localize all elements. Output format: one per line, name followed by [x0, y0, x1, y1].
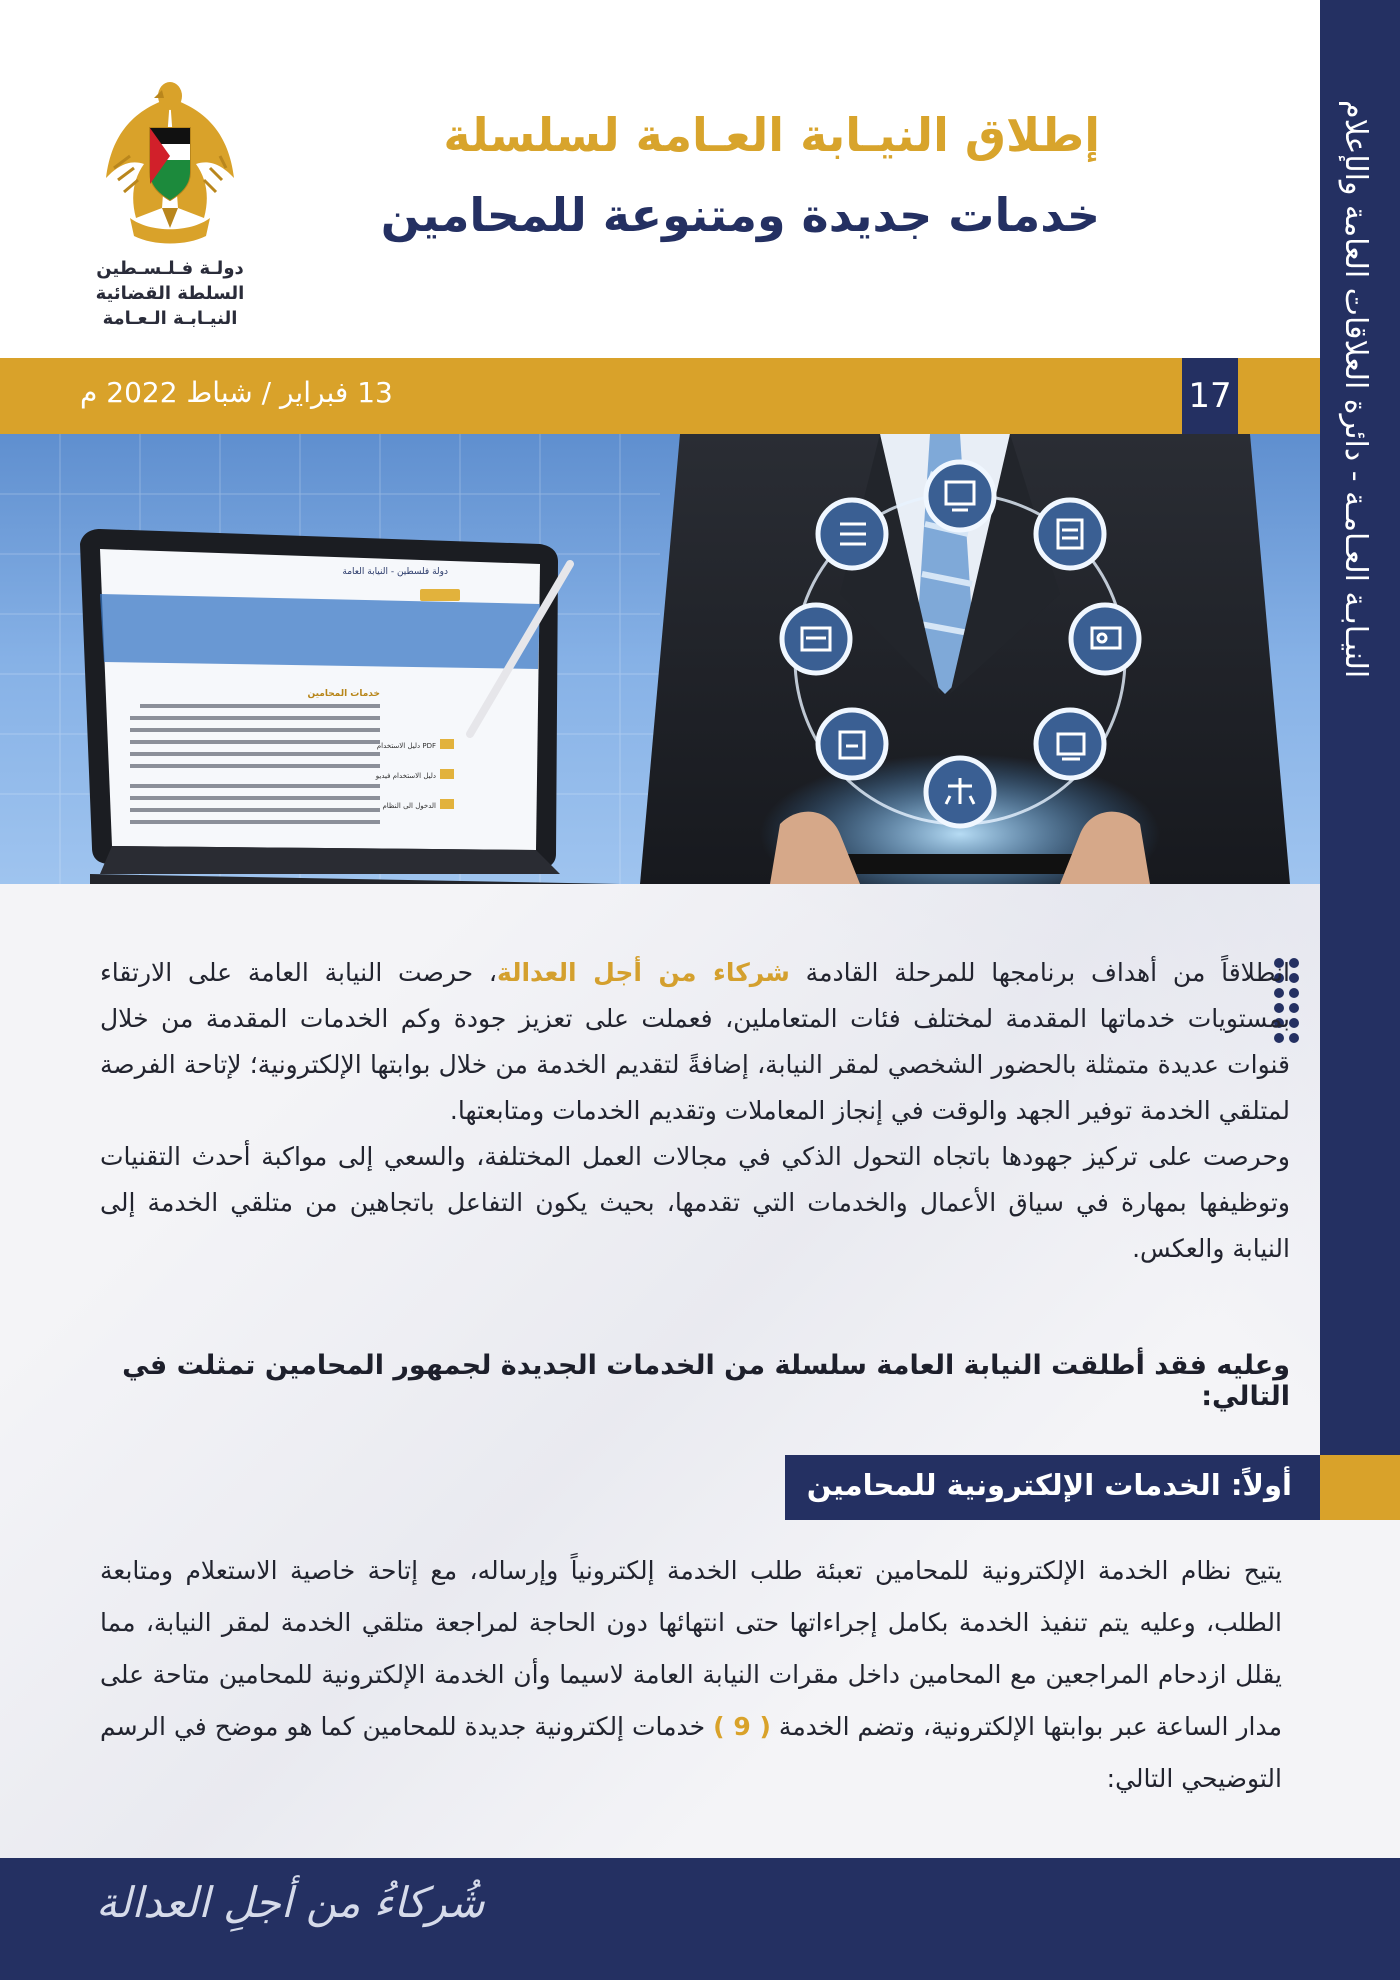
device-site-title: دولة فلسطين - النيابة العامة — [342, 567, 448, 577]
intro-paragraph-1 — [100, 950, 1290, 1134]
organization-name — [82, 256, 258, 331]
footer — [0, 1858, 1400, 1980]
device-menu-1: دليل الاستخدام PDF — [376, 742, 436, 750]
intro-part-2: ، حرصت النيابة العامة على الارتقاء بمستويات خدماتها المقدمة لمختلف فئات المتعاملين، فعملت على تعزيز جودة وكم الخدمات المقدمة من خلال قنوات عديدة متمثلة بالحضور الشخصي لمقر النيابة، إضافةً لتقديم الخدمة من خلال بوابتها الإلكترونية؛ لإتاحة الفرصة لمتلقي الخدمة توفير الجهد والوقت في إنجاز المعاملات وتقديم الخدمات ومتابعتها. — [100, 958, 1290, 1125]
org-line-judiciary: السلطة القضائية — [95, 283, 245, 304]
section-1-text — [100, 1545, 1282, 1805]
section-1-part-2: خدمات إلكترونية جديدة للمحامين كما هو موضح في الرسم التوضيحي التالي: — [100, 1712, 1282, 1793]
side-band-text: النيـابـة العـامـة - دائرة العلاقات العامة والإعلام — [1338, 100, 1373, 679]
side-band — [1320, 0, 1400, 1460]
header — [0, 0, 1320, 358]
org-line-prosecution: النيـابـة الـعـامة — [102, 308, 238, 329]
section-heading — [785, 1455, 1320, 1520]
slogan-highlight: شركاء من أجل العدالة — [496, 958, 790, 987]
org-line-state: دولـة فـلـسـطين — [96, 258, 244, 279]
device-menu-3: الدخول الى النظام — [382, 802, 436, 810]
device-section-title: خدمات المحامين — [307, 689, 380, 699]
headline-line-2: خدمات جديدة ومتنوعة للمحامين — [380, 188, 1100, 242]
date-bar — [0, 358, 1320, 434]
issue-number: 17 — [1182, 358, 1238, 434]
section-heading-text: أولاً: الخدمات الإلكترونية للمحامين — [806, 1468, 1292, 1502]
lead-line: وعليه فقد أطلقت النيابة العامة سلسلة من الخدمات الجديدة لجمهور المحامين تمثلت في التالي: — [122, 1350, 1290, 1412]
publication-date: 13 فبراير / شباط 2022 م — [80, 376, 393, 409]
device-menu-2: دليل الاستخدام فيديو — [375, 772, 436, 780]
intro-part-1: انطلاقاً من أهداف برنامجها للمرحلة القادمة — [789, 958, 1291, 987]
hero-illustration — [0, 434, 1320, 884]
service-count: ( 9 ) — [713, 1712, 771, 1741]
intro-text — [100, 950, 1290, 1272]
headline-line-1: إطلاق النيـابة العـامة لسلسلة — [443, 108, 1100, 162]
footer-slogan: شُركاءُ من أجلِ العدالة — [96, 1878, 485, 1927]
section-1-paragraph — [100, 1545, 1282, 1805]
section-heading-accent — [1320, 1455, 1400, 1520]
intro-paragraph-2: وحرصت على تركيز جهودها باتجاه التحول الذكي في مجالات العمل المختلفة، والسعي إلى مواكبة أحدث التقنيات وتوظيفها بمهارة في سياق الأعمال والخدمات التي تقدمها، بحيث يكون التفاعل باتجاهين من متلقي الخدمة إلى النيابة والعكس. — [100, 1142, 1290, 1263]
section-1-part-1: يتيح نظام الخدمة الإلكترونية للمحامين تعبئة طلب الخدمة إلكترونياً وإرساله، مع إتاحة خاصية الاستعلام ومتابعة الطلب، وعليه يتم تنفيذ الخدمة بكامل إجراءاتها حتى انتهائها دون الحاجة لمراجعة متلقي الخدمة لمقر النيابة، مما يقلل ازدحام المراجعين مع المحامين داخل مقرات النيابة العامة لاسيما وأن الخدمة الإلكترونية للمحامين متاحة على مدار الساعة عبر بوابتها الإلكترونية، وتضم الخدمة — [100, 1556, 1282, 1741]
hero-scene — [0, 434, 1320, 884]
